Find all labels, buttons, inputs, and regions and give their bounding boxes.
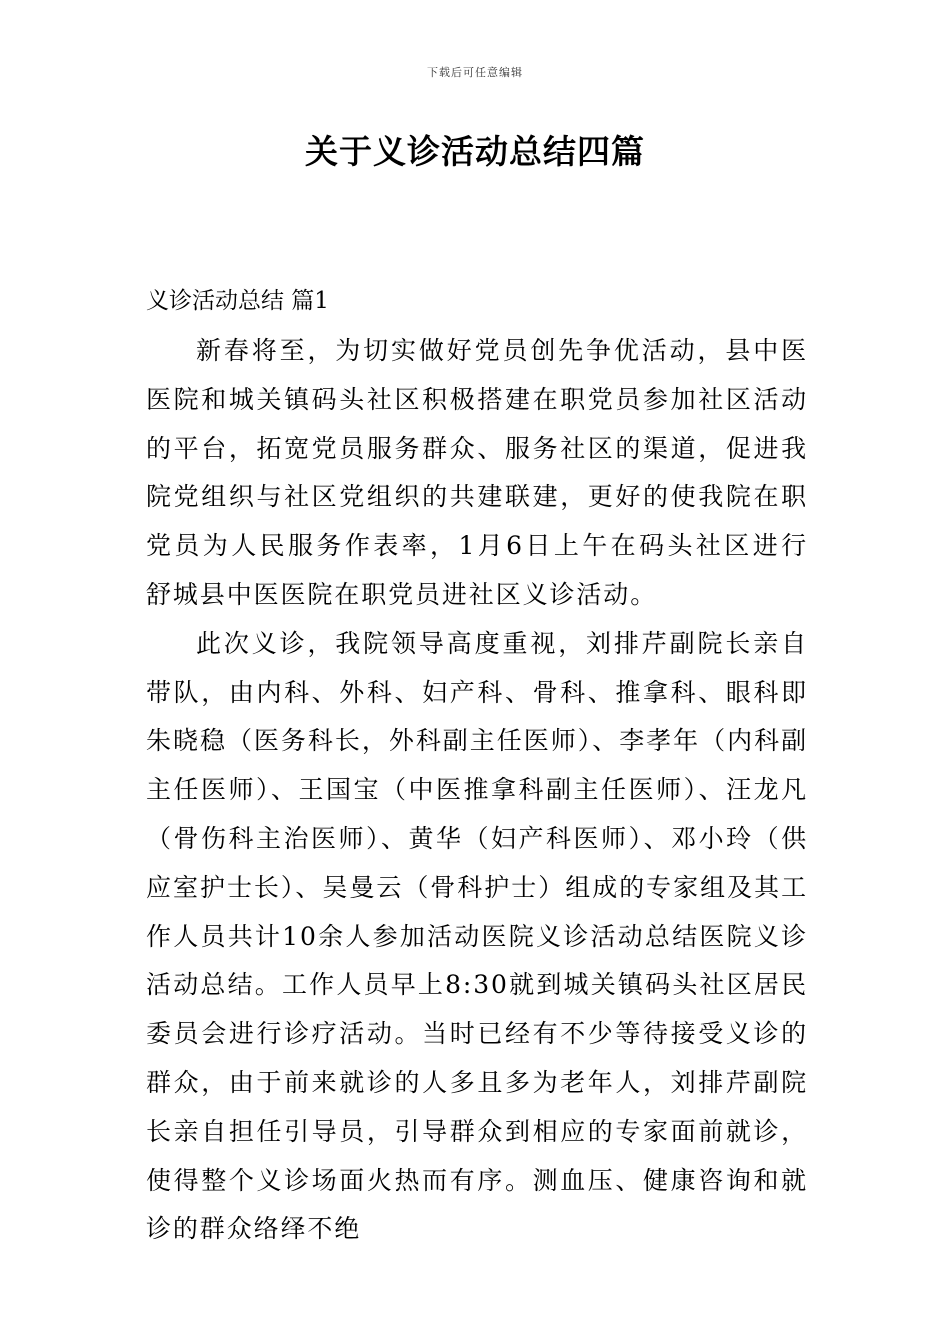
body-text [146,327,808,1254]
page-title: 关于义诊活动总结四篇 [305,132,645,171]
section-heading: 义诊活动总结 篇1 [146,288,329,314]
header-note: 下载后可任意编辑 [427,66,523,79]
paragraph-2: 此次义诊，我院领导高度重视，刘排芹副院长亲自带队，由内科、外科、妇产科、骨科、推拿科、眼科即朱晓稳（医务科长，外科副主任医师）、李孝年（内科副主任医师）、王国宝（中医推拿科副主任医师）、汪龙凡（骨伤科主治医师）、黄华（妇产科医师）、邓小玲（供应室护士长）、吴曼云（骨科护士）组成的专家组及其工作人员共计10余人参加活动医院义诊活动总结医院义诊活动总结。工作人员早上8:30就到城关镇码头社区居民委员会进行诊疗活动。当时已经有不少等待接受义诊的群众，由于前来就诊的人多且多为老年人，刘排芹副院长亲自担任引导员，引导群众到相应的专家面前就诊，使得整个义诊场面火热而有序。测血压、健康咨询和就诊的群众络绎不绝 [146,628,808,1244]
paragraph-1: 新春将至，为切实做好党员创先争优活动，县中医医院和城关镇码头社区积极搭建在职党员参加社区活动的平台，拓宽党员服务群众、服务社区的渠道，促进我院党组织与社区党组织的共建联建，更好的使我院在职党员为人民服务作表率，1月6日上午在码头社区进行 舒城县中医医院在职党员进社区义诊活动。 [146,336,808,609]
